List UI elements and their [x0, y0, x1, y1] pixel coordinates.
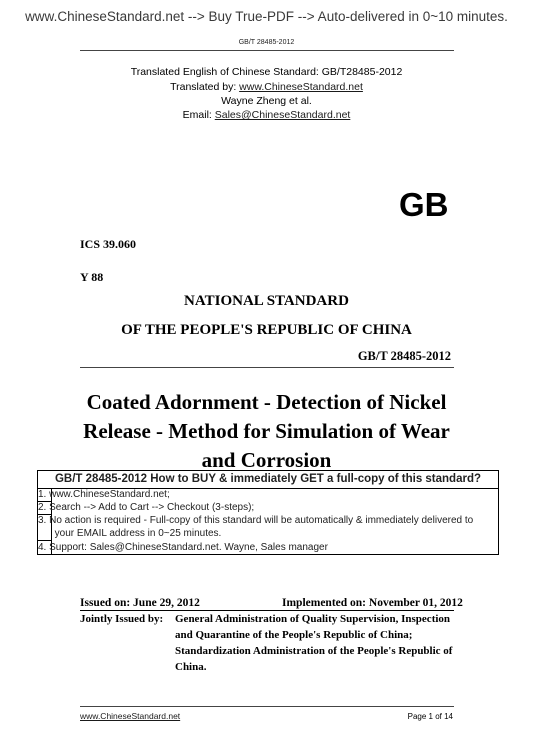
translation-line-1: Translated English of Chinese Standard: GB/T28485-2012 [130, 66, 403, 78]
y-code: Y 88 [80, 270, 104, 284]
purchase-step-3-continued: your EMAIL address in 0~25 minutes. [38, 528, 222, 539]
purchase-step-4: 4. Support: Sales@ChineseStandard.net. Wayne, Sales manager [38, 542, 328, 553]
translated-by-label: Translated by: [170, 81, 240, 93]
purchase-box [37, 470, 499, 555]
issuer-line-1: General Administration of Quality Supervision, Inspection [175, 613, 451, 625]
purchase-heading: GB/T 28485-2012 How to BUY & immediately GET a full-copy of this standard? [54, 473, 482, 485]
footer-site [80, 711, 180, 721]
translator-link[interactable]: www.ChineseStandard.net [239, 81, 363, 93]
translation-line-4 [0, 109, 533, 121]
footer-rule [80, 706, 454, 707]
purchase-step-3: 3. No action is required - Full-copy of this standard will be automatically & immediately delivered to [38, 515, 474, 526]
national-standard-heading: NATIONAL STANDARD [184, 293, 349, 309]
implemented-on: Implemented on: November 01, 2012 [282, 597, 463, 609]
header-standard-code: GB/T 28485-2012 [238, 39, 295, 46]
header-rule [80, 50, 454, 51]
republic-heading: OF THE PEOPLE'S REPUBLIC OF CHINA [121, 322, 412, 338]
purchase-step-1[interactable]: 1. www.ChineseStandard.net; [38, 489, 170, 500]
page-number: Page 1 of 14 [407, 712, 453, 721]
top-banner: www.ChineseStandard.net --> Buy True-PDF --> Auto-delivered in 0~10 minutes. [25, 9, 508, 24]
email-link[interactable]: Sales@ChineseStandard.net [214, 109, 351, 121]
gb-mark: GB [399, 186, 449, 223]
translation-line-3: Wayne Zheng et al. [221, 95, 312, 107]
email-label: Email: [182, 109, 215, 121]
jointly-issued-label: Jointly Issued by: [80, 613, 164, 625]
document-title [60, 388, 473, 475]
ics-code: ICS 39.060 [80, 237, 137, 251]
standard-number: GB/T 28485-2012 [357, 349, 451, 363]
title-line-1: Coated Adornment - Detection of Nickel [86, 390, 447, 414]
purchase-step-2: 2. Search --> Add to Cart --> Checkout (3-steps); [38, 502, 255, 513]
issuer-line-2: and Quarantine of the People's Republic of China; [175, 629, 413, 641]
issued-on: Issued on: June 29, 2012 [80, 597, 200, 609]
standard-number-rule [80, 367, 454, 368]
issuers-block [175, 611, 455, 675]
issuer-line-3: Standardization Administration of the People's Republic of [175, 645, 453, 657]
title-line-3: and Corrosion [201, 448, 332, 472]
footer-site-link[interactable]: www.ChineseStandard.net [80, 711, 181, 721]
issuer-line-4: China. [175, 661, 207, 673]
translation-line-2 [0, 81, 533, 93]
title-line-2: Release - Method for Simulation of Wear [83, 419, 450, 443]
